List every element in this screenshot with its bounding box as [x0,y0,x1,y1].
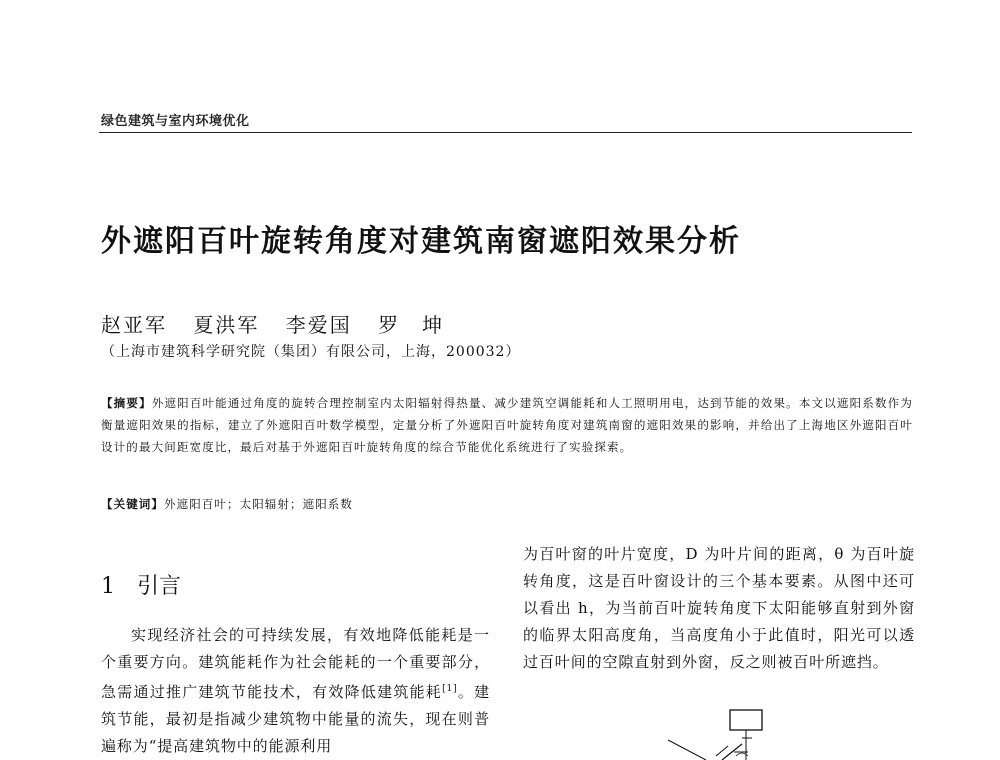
body-column-left [101,622,490,760]
body-paragraph [101,622,490,760]
keywords-label: 【关键词】 [101,497,164,511]
paragraph-text: 。建筑节能，最初是指减少建筑物中能量的流失，现在则普遍称为“提高建筑物中的能源利用 [101,683,490,755]
author: 罗 坤 [378,313,445,337]
abstract [101,392,913,458]
louver-diagram-figure [650,708,780,760]
abstract-label: 【摘要】 [101,396,152,410]
affiliation: （上海市建筑科学研究院（集团）有限公司，上海，200032） [101,344,521,360]
keywords [101,496,353,512]
section-title: 引言 [137,574,182,599]
citation-ref: [1] [442,684,458,694]
section-number: 1 [101,574,115,599]
louver-slat [716,746,728,756]
section-heading [101,569,181,600]
paper-title: 外遮阳百叶旋转角度对建筑南窗遮阳效果分析 [101,224,741,259]
body-column-right [523,541,915,676]
paragraph-text: 实现经济社会的可持续发展，有效地降低能耗是一个重要方向。建筑能耗作为社会能耗的一个重要部分，急需通过推广建筑节能技术，有效降低建筑能耗 [101,626,490,701]
abstract-text: 外遮阳百叶能通过角度的旋转合理控制室内太阳辐射得热量、减少建筑空调能耗和人工照明用电，达到节能的效果。本文以遮阳系数作为衡量遮阳效果的指标，建立了外遮阳百叶数学模型，定量分析了外遮阳百叶旋转角度对建筑南窗的遮阳效果的影响，并给出了上海地区外遮阳百叶设计的最大间距宽度比，最后对基于外遮阳百叶旋转角度的综合节能优化系统进行了实验探索。 [101,396,913,454]
sun-ray [668,740,706,760]
header-divider [99,132,912,133]
body-paragraph: 为百叶窗的叶片宽度，D 为叶片间的距离，θ 为百叶旋转角度，这是百叶窗设计的三个基本要素。从图中还可以看出 h，为当前百叶旋转角度下太阳能够直射到外窗的临界太阳高度角，当高度角小于此值时，阳光可以透过百叶间的空隙直射到外窗，反之则被百叶所遮挡。 [523,545,915,671]
author-list [101,309,464,338]
keywords-text: 外遮阳百叶；太阳辐射；遮阳系数 [164,497,353,511]
author: 夏洪军 [193,313,260,337]
louver-box [730,710,762,730]
journal-section-label: 绿色建筑与室内环境优化 [101,114,250,129]
author: 赵亚军 [101,313,167,337]
author: 李爱国 [285,313,352,337]
